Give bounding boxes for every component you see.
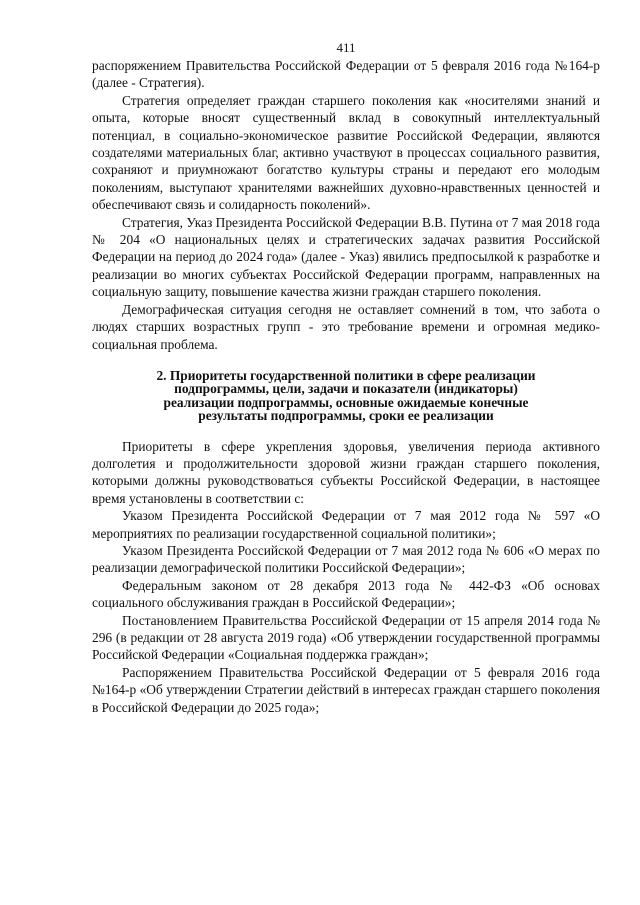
paragraph-demographic-situation: Демографическая ситуация сегодня не оставляет сомнений в том, что забота о людях старших возрастных групп - это требование времени и огромная медико-социальная проблема.: [92, 301, 600, 352]
section-heading-line: 2. Приоритеты государственной политики в сфере реализации: [156, 367, 536, 383]
section-heading-line: подпрограммы, цели, задачи и показатели (индикаторы): [174, 381, 518, 397]
paragraph-resolution-296: Постановлением Правительства Российской Федерации от 15 апреля 2014 года № 296 (в редакции от 28 августа 2019 года) «Об утверждении государственной программы Российской Федерации «Социальная поддержка граждан»;: [92, 612, 600, 663]
document-page: [92, 40, 600, 716]
paragraph-priorities: Приоритеты в сфере укрепления здоровья, увеличения периода активного долголетия и продолжительности здоровой жизни граждан старшего поколения, которыми должны руководствоваться субъекты Российской Федерации, в настоящее время установлены в соответствии с:: [92, 438, 600, 506]
section-heading-line: результаты подпрограммы, сроки ее реализации: [198, 408, 494, 424]
paragraph-decree-597: Указом Президента Российской Федерации от 7 мая 2012 года № 597 «О мероприятиях по реализации государственной социальной политики»;: [92, 508, 600, 541]
paragraph-law-442: Федеральным законом от 28 декабря 2013 года № 442-ФЗ «Об основах социального обслуживания граждан в Российской Федерации»;: [92, 577, 600, 611]
paragraph-decree-606: Указом Президента Российской Федерации от 7 мая 2012 года № 606 «О мерах по реализации демографической политики Российской Федерации»;: [92, 542, 600, 576]
section-heading: [92, 369, 600, 423]
paragraph-order-164: Распоряжением Правительства Российской Федерации от 5 февраля 2016 года №164-р «Об утверждении Стратегии действий в интересах граждан старшего поколения в Российской Федерации до 2025 года»;: [92, 664, 600, 715]
section-heading-line: реализации подпрограммы, основные ожидаемые конечные: [163, 394, 529, 410]
paragraph-strategy-decree: Стратегия, Указ Президента Российской Федерации В.В. Путина от 7 мая 2018 года № 204 «О национальных целях и стратегических задачах развития Российской Федерации на период до 2024 года» (далее - Указ) явились предпосылкой к разработке и реализации во многих субъектах Российской Федерации программ, направленных на социальную защиту, повышение качества жизни граждан старшего поколения.: [92, 214, 600, 300]
paragraph-strategy-definition: Стратегия определяет граждан старшего поколения как «носителями знаний и опыта, которые вносят существенный вклад в совокупный интеллектуальный потенциал, в социально-экономическое развитие Российской Федерации, являются создателями материальных благ, активно участвуют в процессах социального развития, сохраняют и приумножают богатство культуры страны и передают его молодым поколениям, выступают хранителями важнейших духовно-нравственных ценностей и обеспечивают связь и солидарность поколений».: [92, 92, 600, 213]
page-number: 411: [336, 40, 356, 55]
paragraph-continuation: распоряжением Правительства Российской Федерации от 5 февраля 2016 года №164-р (далее - Стратегия).: [92, 58, 600, 91]
